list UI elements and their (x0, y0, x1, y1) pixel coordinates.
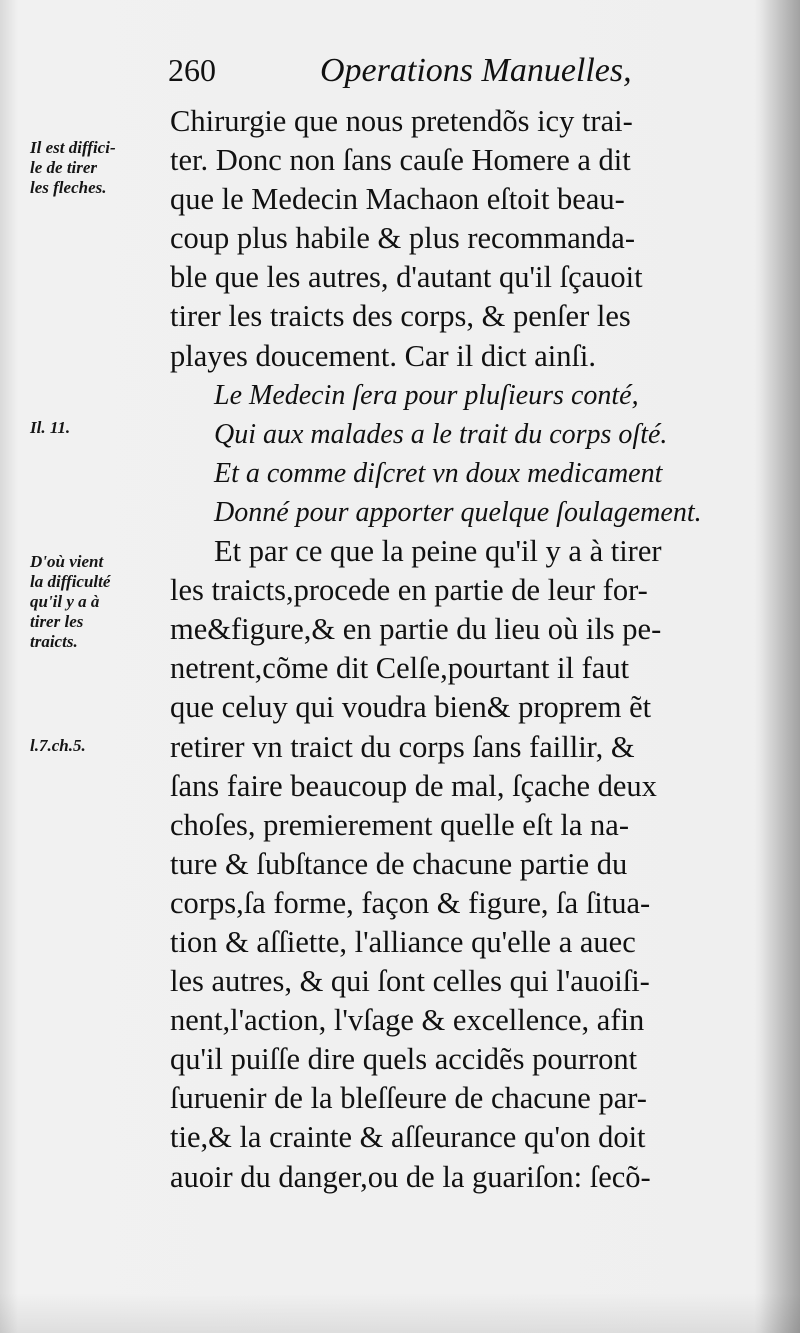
margin-note-line: traicts. (30, 632, 78, 651)
text-line: nent,l'action, l'vſage & excellence, afin (170, 1003, 645, 1038)
page-number: 260 (168, 52, 216, 88)
text-line: playes doucement. Car il dict ainſi. (170, 338, 597, 373)
page-header (168, 52, 708, 98)
text-line: ble que les autres, d'autant qu'il ſçauoit (170, 260, 643, 295)
verse-line: Donné pour apporter quelque ſoulagement. (214, 496, 702, 528)
margin-note-line: Il. 11. (30, 418, 71, 437)
text-line: netrent,cõme dit Celſe,pourtant il faut (170, 651, 630, 686)
margin-note-line: D'où vient (30, 552, 104, 571)
margin-note-difficulte (30, 552, 160, 652)
text-line: ſans faire beaucoup de mal, ſçache deux (170, 768, 657, 803)
margin-note-fleches (30, 138, 160, 198)
text-line: ſuruenir de la bleſſeure de chacune par- (170, 1081, 647, 1116)
margin-note-line: la difficulté (30, 572, 111, 591)
text-line: coup plus habile & plus recommanda- (170, 221, 636, 256)
text-line: les autres, & qui ſont celles qui l'auoiſi- (170, 964, 650, 999)
margin-note-line: les fleches. (30, 178, 107, 197)
text-line: que celuy qui voudra bien& proprem ẽt (170, 690, 652, 725)
text-line: tirer les traicts des corps, & penſer les (170, 299, 631, 334)
margin-note-line: le de tirer (30, 158, 98, 177)
text-line: Chirurgie que nous pretendõs icy trai- (170, 104, 633, 138)
verse-line: Qui aux malades a le trait du corps oſté. (214, 418, 668, 450)
margin-note-line: tirer les (30, 612, 84, 631)
text-line: ture & ſubſtance de chacune partie du (170, 846, 628, 881)
body-text (170, 102, 740, 1197)
verse-line: Le Medecin ſera pour pluſieurs conté, (214, 379, 639, 411)
text-line: retirer vn traict du corps ſans faillir, & (170, 729, 635, 764)
text-line: que le Medecin Machaon eſtoit beau- (170, 182, 625, 217)
text-line: me&figure,& en partie du lieu où ils pe- (170, 612, 662, 647)
page-gutter-shadow (754, 0, 800, 1333)
text-line: corps,ſa forme, façon & figure, ſa ſitua- (170, 885, 651, 920)
margin-note-line: Il est diffici- (30, 138, 116, 157)
margin-note-line: qu'il y a à (30, 592, 100, 611)
margin-note-line: l.7.ch.5. (30, 736, 86, 755)
margin-note-celse-ref (30, 736, 160, 756)
page-bottom-shadow (0, 1293, 800, 1333)
text-line: qu'il puiſſe dire quels accidẽs pourront (170, 1042, 638, 1077)
text-line: tie,& la crainte & aſſeurance qu'on doit (170, 1120, 646, 1155)
text-line: ter. Donc non ſans cauſe Homere a dit (170, 143, 631, 178)
margin-note-iliad-ref (30, 418, 160, 438)
text-line: auoir du danger,ou de la guariſon: ſecõ- (170, 1159, 651, 1194)
running-title: Operations Manuelles, (320, 52, 632, 89)
text-line: les traicts,procede en partie de leur for- (170, 573, 648, 608)
text-line: tion & aſſiette, l'alliance qu'elle a auec (170, 924, 636, 959)
text-line: Et par ce que la peine qu'il y a à tirer (214, 534, 662, 569)
text-line: choſes, premierement quelle eſt la na- (170, 807, 629, 842)
verse-line: Et a comme diſcret vn doux medicament (214, 457, 663, 489)
